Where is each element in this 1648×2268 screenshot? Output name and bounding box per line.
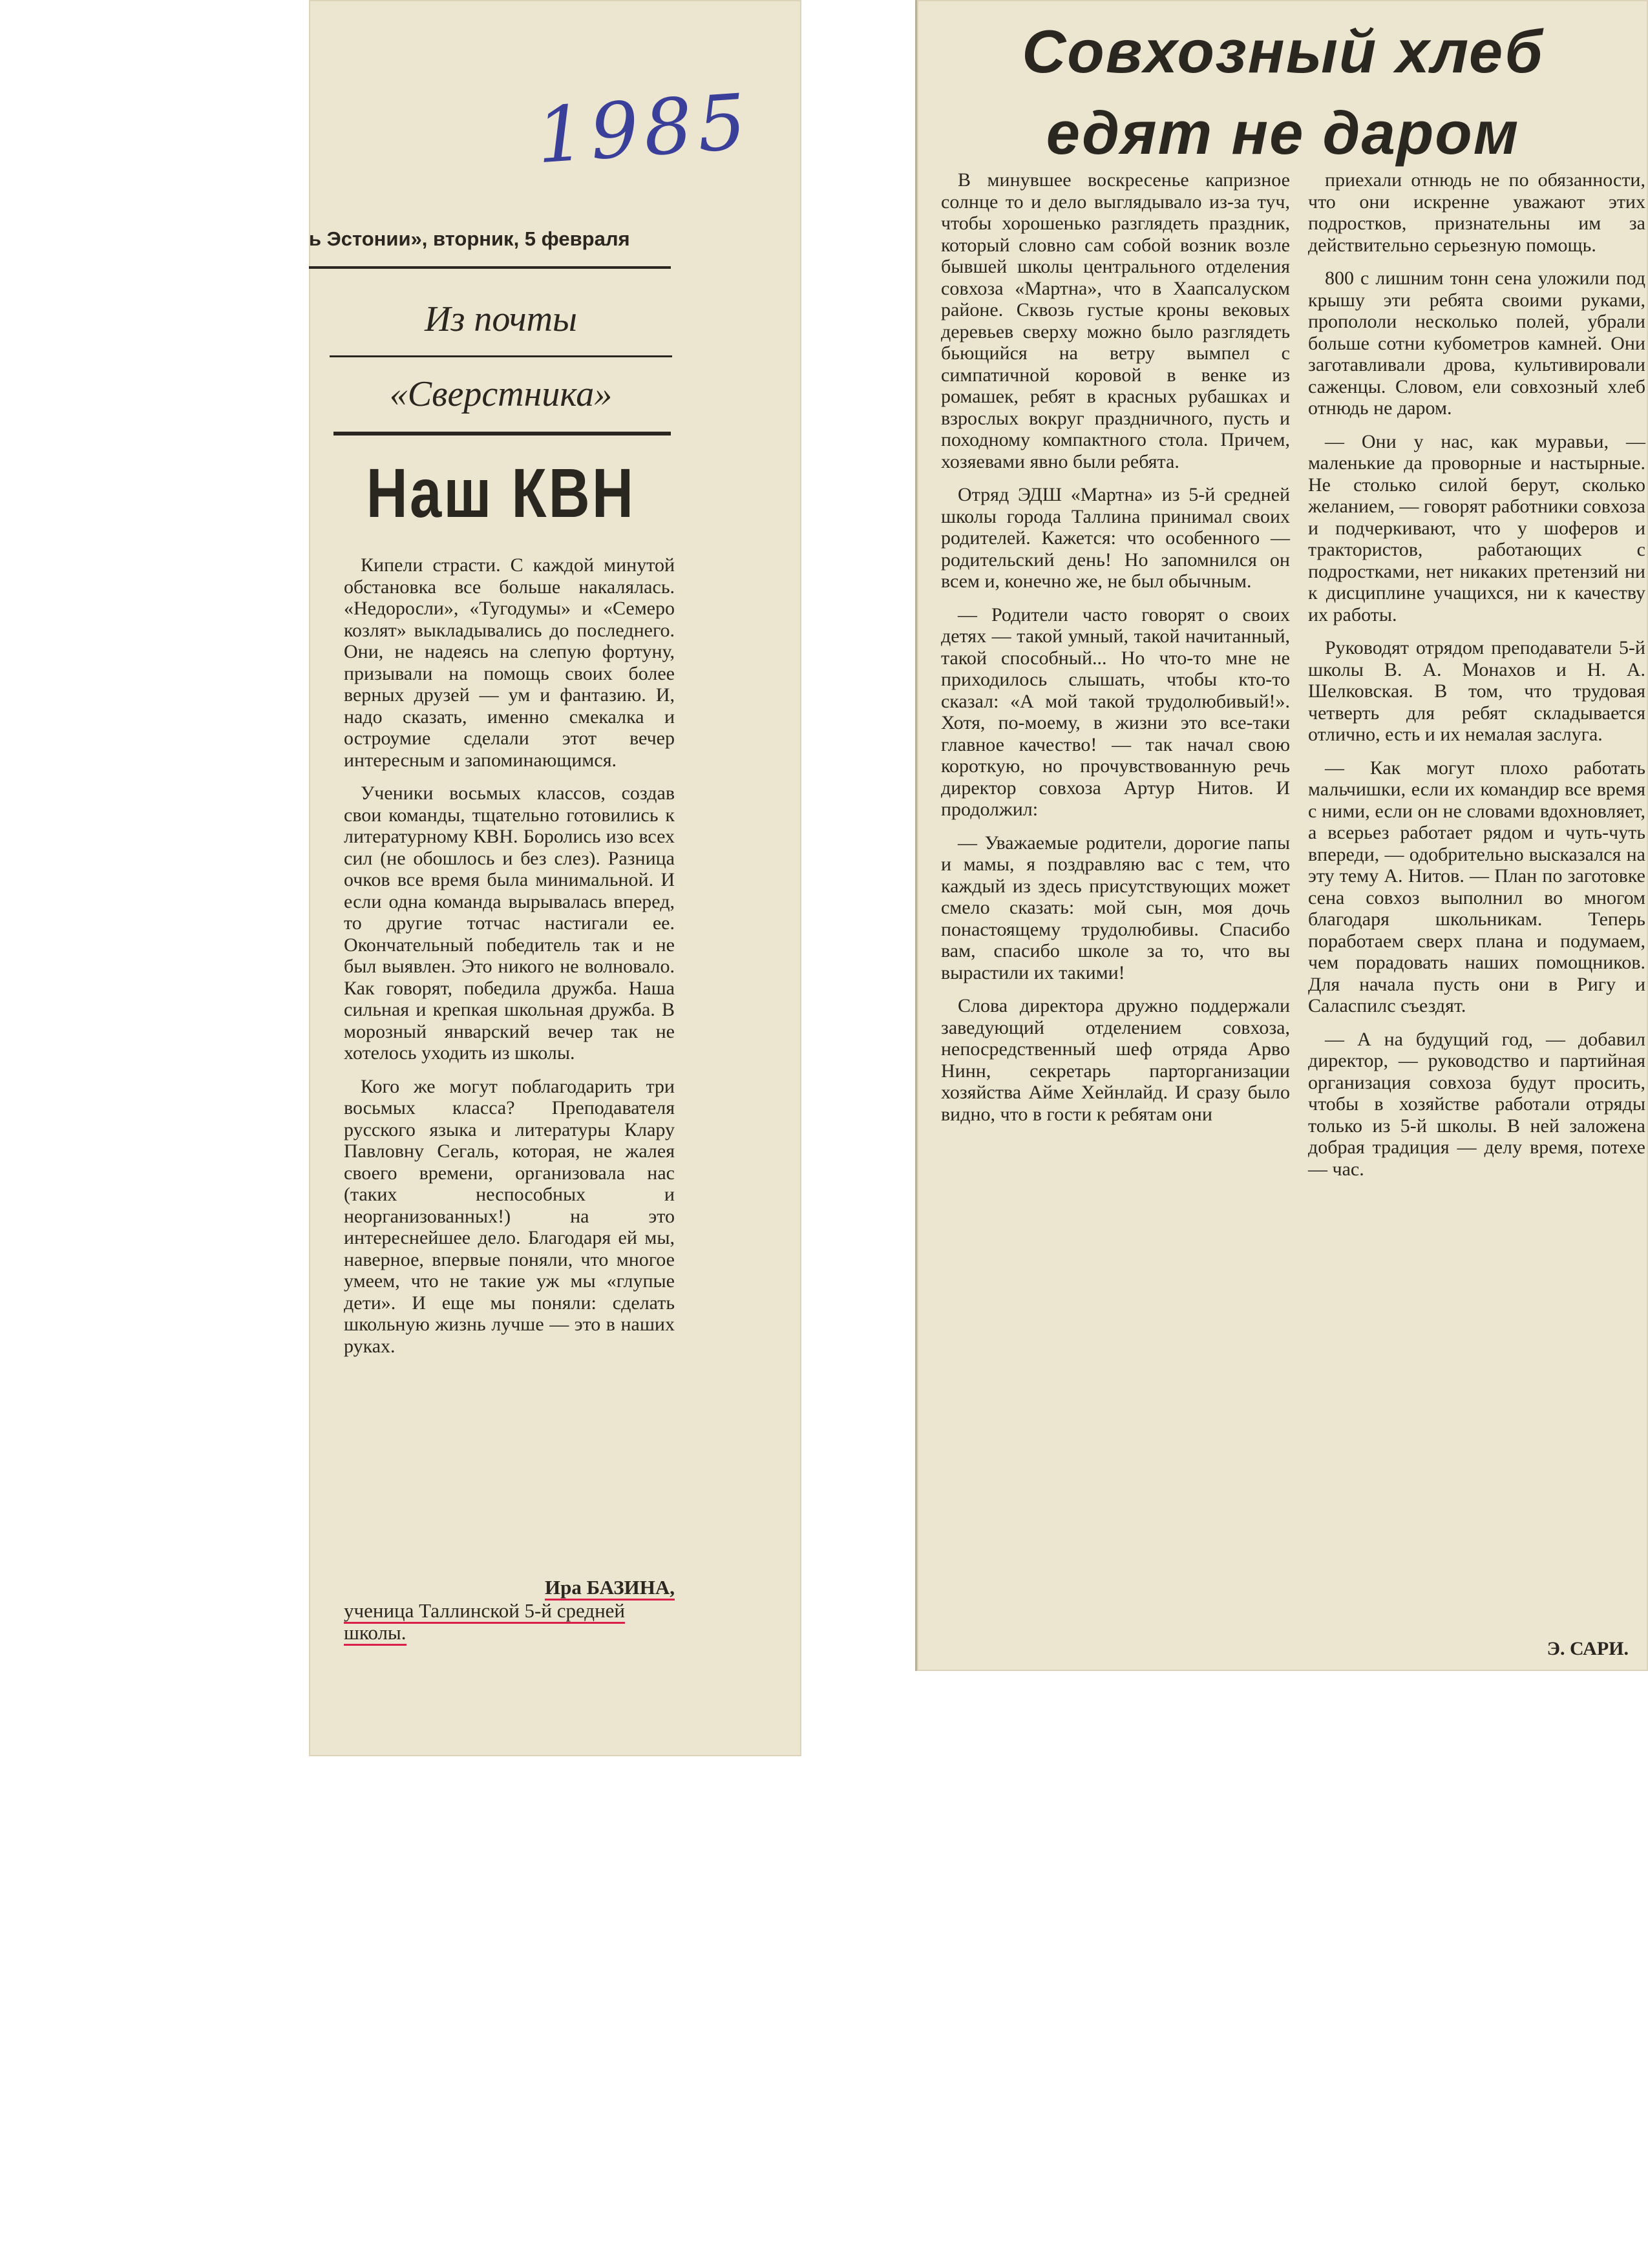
right-col2-paragraph-4: Руководят отрядом преподаватели 5-й школы В. А. Монахов и Н. А. Шелковская. В том, что трудовая четверть для ребят складывается отлично, есть и их немалая заслуга. [1308, 637, 1645, 745]
right-headline-line-1: Совхозный хлеб [1022, 17, 1544, 85]
right-col2-paragraph-2: 800 с лишним тонн сена уложили под крышу эти ребята своими руками, пропололи несколько полей, убрали больше сотни кубометров камней. Они заготавливали дрова, культивировали саженцы. Словом, ели совхозный хлеб отнюдь не даром. [1308, 268, 1645, 419]
right-col1-paragraph-4: — Уважаемые родители, дорогие папы и мамы, я поздравляю вас с тем, что каждый из здесь присутствующих может смело сказать: мой сын, моя дочь понастоящему трудолюбивы. Спасибо вам, спасибо школе за то, что вы вырастили их такими! [941, 832, 1290, 983]
right-col2-paragraph-5: — Как могут плохо работать мальчишки, если их командир все время с ними, если он не словами вдохновляет, а всерьез работает рядом и чуть-чуть впереди, — одобрительно высказался на эту тему А. Нитов. — План по заготовке сена совхоз выполнил во многом благодаря школьникам. Теперь поработаем сверх плана и подумаем, чем порадовать наших помощников. Для начала пусть они в Ригу и Саласпилс съездят. [1308, 757, 1645, 1016]
right-article-column-1 [941, 169, 1290, 1137]
right-article-author: Э. САРИ. [1547, 1638, 1629, 1659]
left-paragraph-2: Ученики восьмых классов, создав свои команды, тщательно готовились к литературному КВН. Боролись изо всех сил (не обошлось и без слез). Разница очков все время была минимальной. И если одна команда вырывалась вперед, то другие тотчас настигали ее. Окончательный победитель так и не был выявлен. Это никого не волновало. Как говорят, победила дружба. Наша сильная и крепкая школьная дружба. В морозный январский вечер так не хотелось уходить из школы. [344, 782, 675, 1064]
left-paragraph-3: Кого же могут поблагодарить три восьмых класса? Преподавателя русского языка и литературы Клару Павловну Сегаль, которая, не жалея своего времени, организовала нас (таких неспособных и неорганизованных!) на это интереснейшее дело. Благодаря ей мы, наверное, впервые поняли, что многое умеем, что не такие уж мы «глупые дети». И еще мы поняли: сделать школьную жизнь лучше — это в наших руках. [344, 1075, 675, 1357]
right-col1-paragraph-1: В минувшее воскресенье капризное солнце то и дело выглядывало из-за туч, чтобы хорошенько разглядеть праздник, который словно сам собой возник возле бывшей школы центрального отделения совхоза «Мартна», что в Хаапсалуском районе. Сквозь густые кроны вековых деревьев сверху можно было разглядеть бьющийся на ветру вымпел с симпатичной коровой в венке из ромашек, ребят в красных рубашках и взрослых вокруг праздничного, пусть и походному компактного стола. Причем, хозяевами явно были ребята. [941, 169, 1290, 472]
masthead-divider [309, 266, 671, 269]
left-headline: Наш КВН [366, 454, 636, 532]
signature-name [344, 1577, 675, 1599]
left-article-body [344, 554, 675, 1369]
signature-role-text: ученица Таллинской 5-й средней школы. [344, 1599, 625, 1646]
right-col2-paragraph-3: — Они у нас, как муравьи, — маленькие да проворные и настырные. Не столько силой берут, сколько желанием, — говорят работники совхоза и подчеркивают, что у шоферов и трактористов, работающих с подростками, нет никаких претензий ни к дисциплине учащихся, ни к качеству их работы. [1308, 430, 1645, 625]
handwritten-year: 1985 [533, 76, 754, 181]
right-col1-paragraph-5: Слова директора дружно поддержали заведующий отделением совхоза, непосредственный шеф отряда Арво Нинн, секретарь парторганизации хозяйства Айме Хейнлайд. И сразу было видно, что в гости к ребятам они [941, 995, 1290, 1125]
signature-name-text: Ира БАЗИНА, [545, 1576, 675, 1601]
rubric-line-2: «Сверстника» [389, 374, 613, 414]
rubric-divider [330, 355, 672, 357]
right-col1-paragraph-3: — Родители часто говорят о своих детях — такой умный, такой начитанный, такой способный... Но что-то мне не приходилось слышать, чтобы кто-то сказал: «А мой такой трудолюбивый!». Хотя, по-моему, в жизни это все-таки главное качество! — так начал свою короткую, но прочувствованную речь директор совхоза Артур Нитов. И продолжил: [941, 604, 1290, 820]
right-col2-paragraph-6: — А на будущий год, — добавил директор, — руководство и партийная организация совхоза будут просить, чтобы в хозяйстве работали отряды только из 5-й школы. В ней заложена добрая традиция — делу время, потехе — час. [1308, 1028, 1645, 1180]
right-col1-paragraph-2: Отряд ЭДШ «Мартна» из 5-й средней школы города Таллина принимал своих родителей. Кажется: что особенного — родительский день! Но запомнился он всем и, конечно же, не был обычным. [941, 484, 1290, 592]
right-headline-line-2: едят не даром [1046, 99, 1520, 167]
newspaper-masthead: ь Эстонии», вторник, 5 февраля [309, 227, 630, 250]
signature-role [344, 1600, 675, 1644]
rubric-bottom-rule [333, 432, 671, 436]
rubric-line-1: Из почты [425, 299, 577, 339]
right-article-column-2 [1308, 169, 1645, 1192]
right-col2-paragraph-1: приехали отнюдь не по обязанности, что они искренне уважают этих подростков, признательны им за действительно серьезную помощь. [1308, 169, 1645, 256]
left-paragraph-1: Кипели страсти. С каждой минутой обстановка все больше накалялась. «Недоросли», «Тугодумы» и «Семеро козлят» выкладывались до последнего. Они, не надеясь на слепую фортуну, призывали на помощь своих более верных друзей — ум и фантазию. И, надо сказать, именно смекалка и остроумие сделали этот вечер интересным и запоминающимся. [344, 554, 675, 771]
